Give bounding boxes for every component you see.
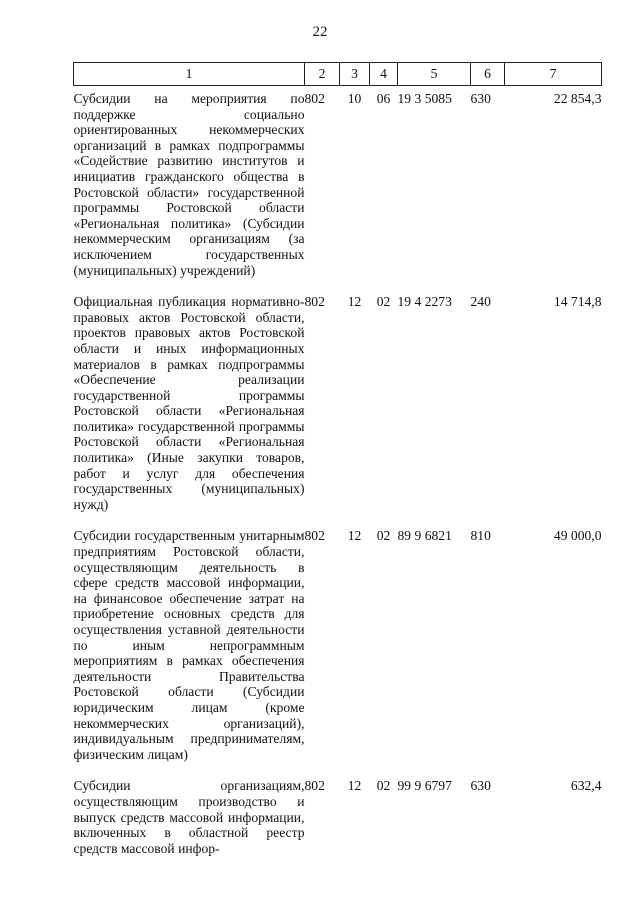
- table-row: [74, 778, 602, 872]
- row-subsection-code: 06: [376, 91, 391, 106]
- row-subsection-code: 02: [376, 528, 391, 544]
- budget-table: [73, 62, 602, 872]
- row-section-code: 12: [347, 294, 362, 310]
- row-ministry-code: 802: [304, 528, 325, 544]
- row-ministry-code: 802: [304, 91, 325, 106]
- column-header-3: 3: [340, 63, 370, 86]
- table-header-row: [74, 63, 602, 86]
- table-row: [74, 528, 602, 778]
- row-expense-type: 240: [470, 294, 491, 310]
- row-description: Субсидии организациям, осуществляющим производство и выпуск средств массовой информации, включенных в областной реестр средств массовой инфор-: [73, 778, 305, 856]
- row-subsection-code: 02: [376, 778, 391, 794]
- row-description: Субсидии государственным унитарным предприятиям Ростовской области, осуществляющим деятельность в сфере средств массовой информации, на финансовое обеспечение затрат на приобретение основных средств для осуществления уставной деятельности по иным непрограммным мероприятиям в рамках обеспечения деятельности Правительства Ростовской области (Субсидии юридическим лицам (кроме некоммерческих организаций), индивидуальным предпринимателям, физическим лицам): [73, 528, 305, 762]
- row-section-code: 12: [347, 528, 362, 544]
- row-expense-type: 630: [470, 778, 491, 794]
- row-ministry-code: 802: [304, 294, 325, 310]
- row-description: Субсидии на мероприятия по поддержке социально ориентированных некоммерческих организаций в рамках подпрограммы «Содействие развитию институтов и инициатив гражданского общества в Ростовской области» государственной программы Ростовской области «Региональная политика» (Субсидии некоммерческим организациям (за исключением государственных (муниципальных) учреждений): [73, 91, 305, 278]
- column-header-7: 7: [505, 63, 602, 86]
- row-section-code: 12: [347, 778, 362, 794]
- row-target-article: 89 9 6821: [397, 528, 452, 544]
- table-row: [74, 294, 602, 528]
- column-header-4: 4: [370, 63, 398, 86]
- row-section-code: 10: [347, 91, 362, 106]
- row-target-article: 19 4 2273: [397, 294, 452, 310]
- row-target-article: 99 9 6797: [397, 778, 452, 794]
- row-description: Официальная публикация нормативно-правовых актов Ростовской области, проектов правовых актов Ростовской области и иных информационных материалов в рамках подпрограммы «Обеспечение реализации государственной программы Ростовской области «Региональная политика» государственной программы Ростовской области «Региональная политика» (Иные закупки товаров, работ и услуг для обеспечения государственных (муниципальных) нужд): [73, 294, 305, 512]
- row-amount: 632,4: [570, 778, 602, 794]
- column-header-1: 1: [74, 63, 305, 86]
- row-subsection-code: 02: [376, 294, 391, 310]
- row-expense-type: 810: [470, 528, 491, 544]
- column-header-5: 5: [398, 63, 471, 86]
- column-header-6: 6: [471, 63, 505, 86]
- column-header-2: 2: [305, 63, 340, 86]
- page-number: 22: [312, 24, 328, 40]
- table-row: [74, 86, 602, 295]
- row-amount: 14 714,8: [553, 294, 602, 310]
- row-amount: 22 854,3: [553, 91, 602, 106]
- row-target-article: 19 3 5085: [397, 91, 452, 106]
- row-ministry-code: 802: [304, 778, 325, 794]
- row-amount: 49 000,0: [553, 528, 602, 544]
- row-expense-type: 630: [470, 91, 491, 106]
